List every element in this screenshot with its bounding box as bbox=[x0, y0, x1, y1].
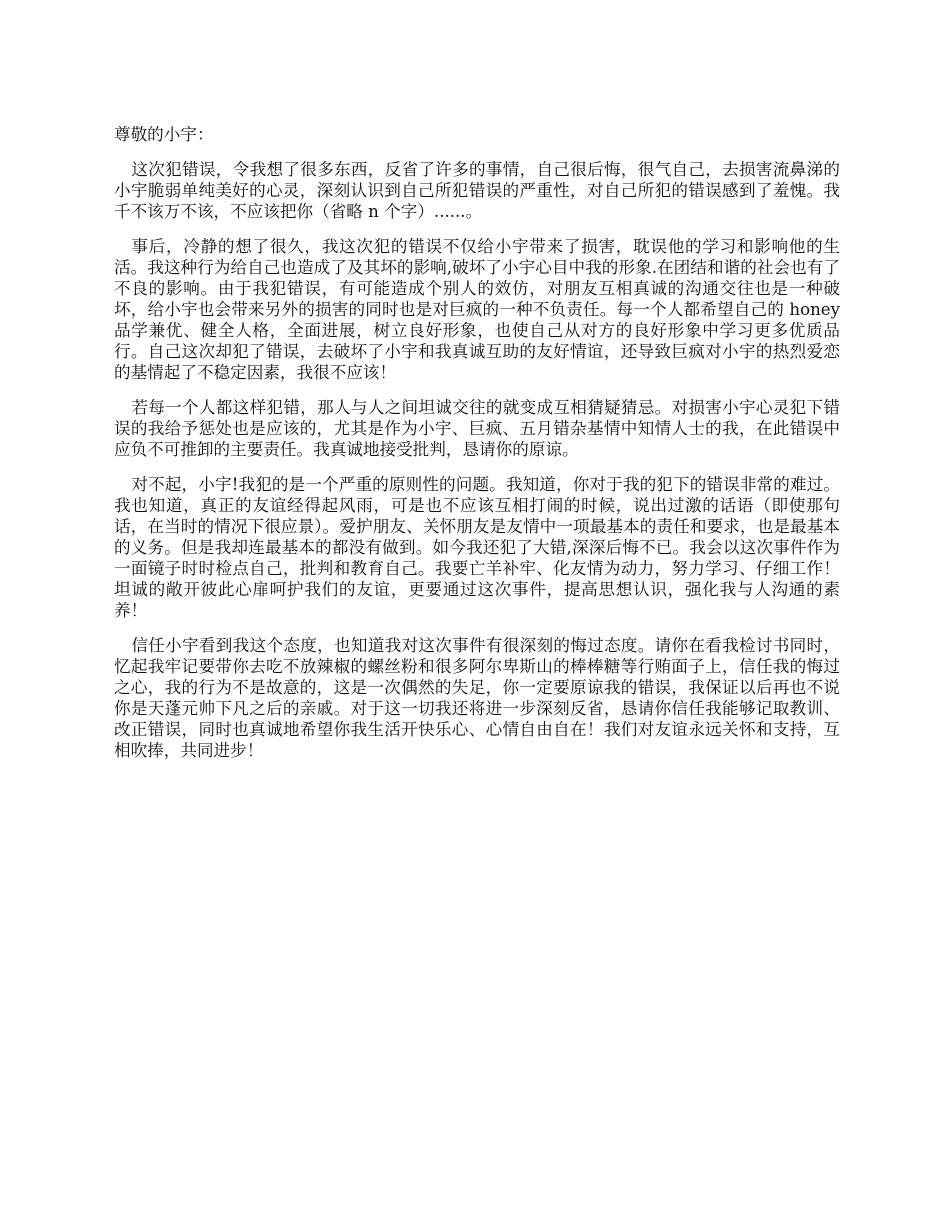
paragraph-1: 这次犯错误，令我想了很多东西，反省了许多的事情，自己很后悔，很气自己，去损害流鼻涕的小宇脆弱单纯美好的心灵，深刻认识到自己所犯错误的严重性，对自己所犯的错误感到了羞愧。我千不该万不该，不应该把你（省略 n 个字）......。 bbox=[114, 160, 840, 221]
letter-body bbox=[114, 124, 840, 775]
salutation: 尊敬的小宇： bbox=[114, 125, 214, 144]
paragraph-4: 对不起，小宇!我犯的是一个严重的原则性的问题。我知道，你对于我的犯下的错误非常的难过。我也知道，真正的友谊经得起风雨，可是也不应该互相打闹的时候，说出过激的话语（即使那句话，在当时的情况下很应景）。爱护朋友、关怀朋友是友情中一项最基本的责任和要求，也是最基本的义务。但是我却连最基本的都没有做到。如今我还犯了大错,深深后悔不已。我会以这次事件作为一面镜子时时检点自己，批判和教育自己。我要亡羊补牢、化友情为动力，努力学习、仔细工作！坦诚的敞开彼此心扉呵护我们的友谊，更要通过这次事件，提高思想认识，强化我与人沟通的素养！ bbox=[114, 475, 840, 620]
paragraph-2: 事后，冷静的想了很久，我这次犯的错误不仅给小宇带来了损害，耽误他的学习和影响他的生活。我这种行为给自己也造成了及其坏的影响,破坏了小宇心目中我的形象.在团结和谐的社会也有了不良的影响。由于我犯错误，有可能造成个别人的效仿，对朋友互相真诚的沟通交往也是一种破坏，给小宇也会带来另外的损害的同时也是对巨疯的一种不负责任。每一个人都希望自己的 honey 品学兼优、健全人格，全面进展，树立良好形象，也使自己从对方的良好形象中学习更多优质品行。自己这次却犯了错误，去破坏了小宇和我真诚互助的友好情谊，还导致巨疯对小宇的热烈爱恋的基情起了不稳定因素，我很不应该！ bbox=[114, 237, 840, 382]
paragraph-3: 若每一个人都这样犯错，那人与人之间坦诚交往的就变成互相猜疑猜忌。对损害小宇心灵犯下错误的我给予惩处也是应该的，尤其是作为小宇、巨疯、五月错杂基情中知情人士的我，在此错误中应负不可推卸的主要责任。我真诚地接受批判，恳请你的原谅。 bbox=[114, 398, 840, 459]
paragraph-5: 信任小宇看到我这个态度，也知道我对这次事件有很深刻的悔过态度。请你在看我检讨书同时，忆起我牢记要带你去吃不放辣椒的螺丝粉和很多阿尔卑斯山的棒棒糖等行贿面子上，信任我的悔过之心，我的行为不是故意的，这是一次偶然的失足，你一定要原谅我的错误，我保证以后再也不说你是天蓬元帅下凡之后的亲戚。对于这一切我还将进一步深刻反省，恳请你信任我能够记取教训、改正错误，同时也真诚地希望你我生活开快乐心、心情自由自在！我们对友谊永远关怀和支持，互相吹捧，共同进步！ bbox=[114, 636, 840, 760]
